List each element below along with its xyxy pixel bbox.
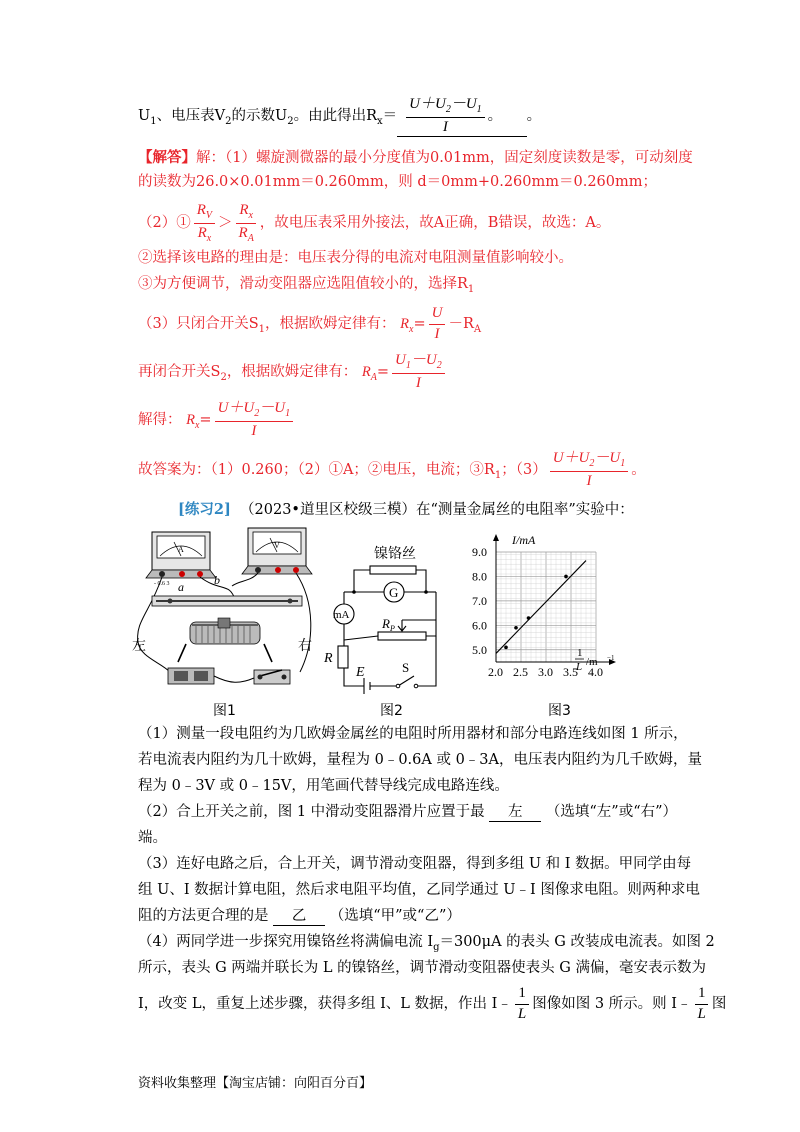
battery	[168, 668, 214, 684]
chart-grid	[496, 552, 596, 662]
svg-text:1: 1	[577, 647, 583, 659]
y-tick-label: 6.0	[472, 618, 487, 633]
question-1-line-1: （1）测量一段电阻约为几欧姆金属丝的电阻时所用器材和部分电路连线如图 1 所示，	[138, 726, 688, 742]
ammeter	[146, 532, 216, 587]
question-3-answer: 乙	[273, 907, 325, 926]
rheostat-rp	[378, 632, 426, 640]
question-2-line-1: （2）合上开关之前，图 1 中滑动变阻器滑片应置于最 左 （选填“左”或“右”）	[138, 804, 678, 820]
ammeter-terminal-labels: - 0.6 3	[154, 581, 170, 587]
ammeter-terminal	[197, 571, 203, 577]
question-2-line-2: 端。	[138, 830, 167, 846]
x-tick-label: 3.5	[563, 665, 578, 679]
voltmeter	[242, 528, 312, 574]
switch	[254, 670, 290, 684]
figure-2-circuit	[318, 540, 468, 695]
question-1-line-3: 程为 0﹣3V 或 0﹣15V，用笔画代替导线完成电路连线。	[138, 778, 509, 794]
solution-reason-2: ②选择该电路的理由是：电压表分得的电流对电阻测量值影响较小。	[138, 250, 573, 266]
question-4-line-3: I，改变 L，重复上述步骤，获得多组 I、L 数据，作出 I﹣ $\frac{1}{L}$ 图像如图 3 所示。则 I﹣ $\frac{1}{L}$ 图	[138, 985, 727, 1022]
question-4-line-2: 所示，表头 G 两端并联长为 L 的镍铬丝，调节滑动变阻器使表头 G 满偏，毫安表示数为	[138, 960, 706, 976]
figure-3-chart	[470, 530, 620, 700]
question-4-line-1: （4）两同学进一步探究用镍铬丝将满偏电流 $I_g=300\mu A$ 的表头 G 改装成电流表。如图 2	[138, 934, 715, 953]
resistor-r	[338, 646, 348, 668]
x-tick-label: 4.0	[588, 665, 603, 679]
solution-final-answer: 故答案为：（1）0.260；（2）①A；②电压，电流；$③R_1$；（3） $\frac{U+U_2-U_1}{I}$ 。	[138, 450, 646, 489]
label-right: 右	[298, 638, 312, 654]
data-point	[514, 626, 518, 630]
wire-label-b: b	[214, 573, 220, 587]
svg-text:−1: −1	[607, 654, 615, 662]
solution-line-1: 【解答】解：（1）螺旋测微器的最小分度值为0.01mm，固定刻度读数是零，可动刻度	[138, 149, 693, 166]
y-tick-label: 8.0	[472, 569, 487, 584]
ammeter-terminal	[179, 571, 185, 577]
question-1-line-2: 若电流表内阻约为几十欧姆，量程为 0﹣0.6A 或 0﹣3A，电压表内阻约为几千欧姆，量	[138, 752, 703, 768]
x-tick-label: 3.0	[538, 665, 553, 679]
data-point	[504, 646, 508, 650]
question-3-line-2: 组 U、I 数据计算电阻，然后求电阻平均值，乙同学通过 U﹣I 图像求电阻。则两种求电	[138, 882, 700, 898]
solution-tag: 【解答】	[138, 149, 196, 166]
x-tick-label: 2.5	[513, 665, 528, 679]
page-footer: 资料收集整理【淘宝店铺：向阳百分百】	[138, 1076, 373, 1091]
chart-axes	[493, 534, 616, 665]
metal-wire-board	[152, 596, 302, 606]
nichrome-wire-label: 镍铬丝	[374, 546, 416, 562]
data-point	[527, 616, 531, 620]
exercise-tag: [练习2]	[178, 501, 231, 518]
solution-reason-3: ③为方便调节，滑动变阻器应选阻值较小的，选择$R_1$	[138, 276, 475, 295]
galvanometer-label: G	[389, 585, 399, 600]
chart-y-label: I/mA	[512, 533, 536, 547]
solution-line-2: 的读数为26.0×0.01mm＝0.260mm，则 d＝0mm+0.260mm＝0.260mm；	[138, 174, 658, 190]
ammeter-terminal	[159, 571, 165, 577]
y-tick-label: 9.0	[472, 545, 487, 559]
milliammeter-label: mA	[333, 609, 350, 621]
switch-s	[398, 676, 414, 686]
figure-1-apparatus	[130, 522, 320, 697]
rheostat-label: $R_P$	[382, 616, 395, 633]
voltmeter-terminal	[275, 567, 281, 573]
wire-label-a: a	[178, 580, 184, 594]
y-tick-label: 5.0	[472, 642, 487, 657]
label-left: 左	[132, 638, 146, 654]
solution-part5: 解得： $R_x=$ $\frac{U+U_2-U_1}{I}$	[138, 400, 705, 446]
voltmeter-terminal	[293, 567, 299, 573]
y-axis-arrow	[493, 534, 499, 541]
x-tick-label: 2.0	[488, 665, 503, 679]
data-point	[564, 575, 568, 579]
switch-s-label: S	[402, 660, 410, 675]
figure-2-caption: 图2	[380, 703, 403, 719]
solution-part2: （2）① $\frac{R_V}{R_x}$ ＞ $\frac{R_x}{R_A}$ ，故电压表采用外接法，故A正确，B错误，故选：A。	[138, 202, 611, 244]
voltmeter-terminal	[255, 567, 261, 573]
exercise-header: [练习2] （2023•道里区校级三模）在“测量金属丝的电阻率”实验中：	[178, 501, 634, 518]
svg-text:L: L	[576, 661, 583, 673]
voltmeter-label: V	[274, 541, 280, 550]
battery-e-label: E	[356, 665, 365, 680]
solution-part4: 再闭合开关$S_2$，根据欧姆定律有： $R_A=$ $\frac{U_1-U_2}{I}$	[138, 352, 705, 398]
solution-part3: （3）只闭合开关$S_1$，根据欧姆定律有： $R_x=$ $\frac{U}{I}$ $-R_A$	[138, 305, 482, 342]
figure-1-caption: 图1	[213, 703, 236, 719]
intro-line: $U_1$、电压表$V_2$的示数$U_2$。由此得出$R_x=$ $\frac{U+U_2-U_1}{I}$ 。 。	[138, 96, 705, 137]
question-3-line-1: （3）连好电路之后，合上开关，调节滑动变阻器，得到多组 U 和 I 数据。甲同学由每	[138, 856, 692, 872]
nichrome-wire-resistor	[370, 566, 416, 574]
y-tick-label: 7.0	[472, 593, 487, 608]
resistor-r-label: R	[324, 651, 333, 666]
question-2-answer: 左	[489, 803, 541, 822]
figure-3-caption: 图3	[548, 703, 571, 719]
svg-text:/m: /m	[586, 656, 598, 668]
ammeter-label: A	[178, 545, 184, 554]
intro-text: U	[138, 107, 151, 124]
question-3-line-3: 阻的方法更合理的是 乙 （选填“甲”或“乙”）	[138, 908, 461, 924]
sliding-rheostat	[178, 618, 272, 662]
intro-answer-fraction: $\frac{U+U_2-U_1}{I}$ 。	[397, 96, 526, 137]
